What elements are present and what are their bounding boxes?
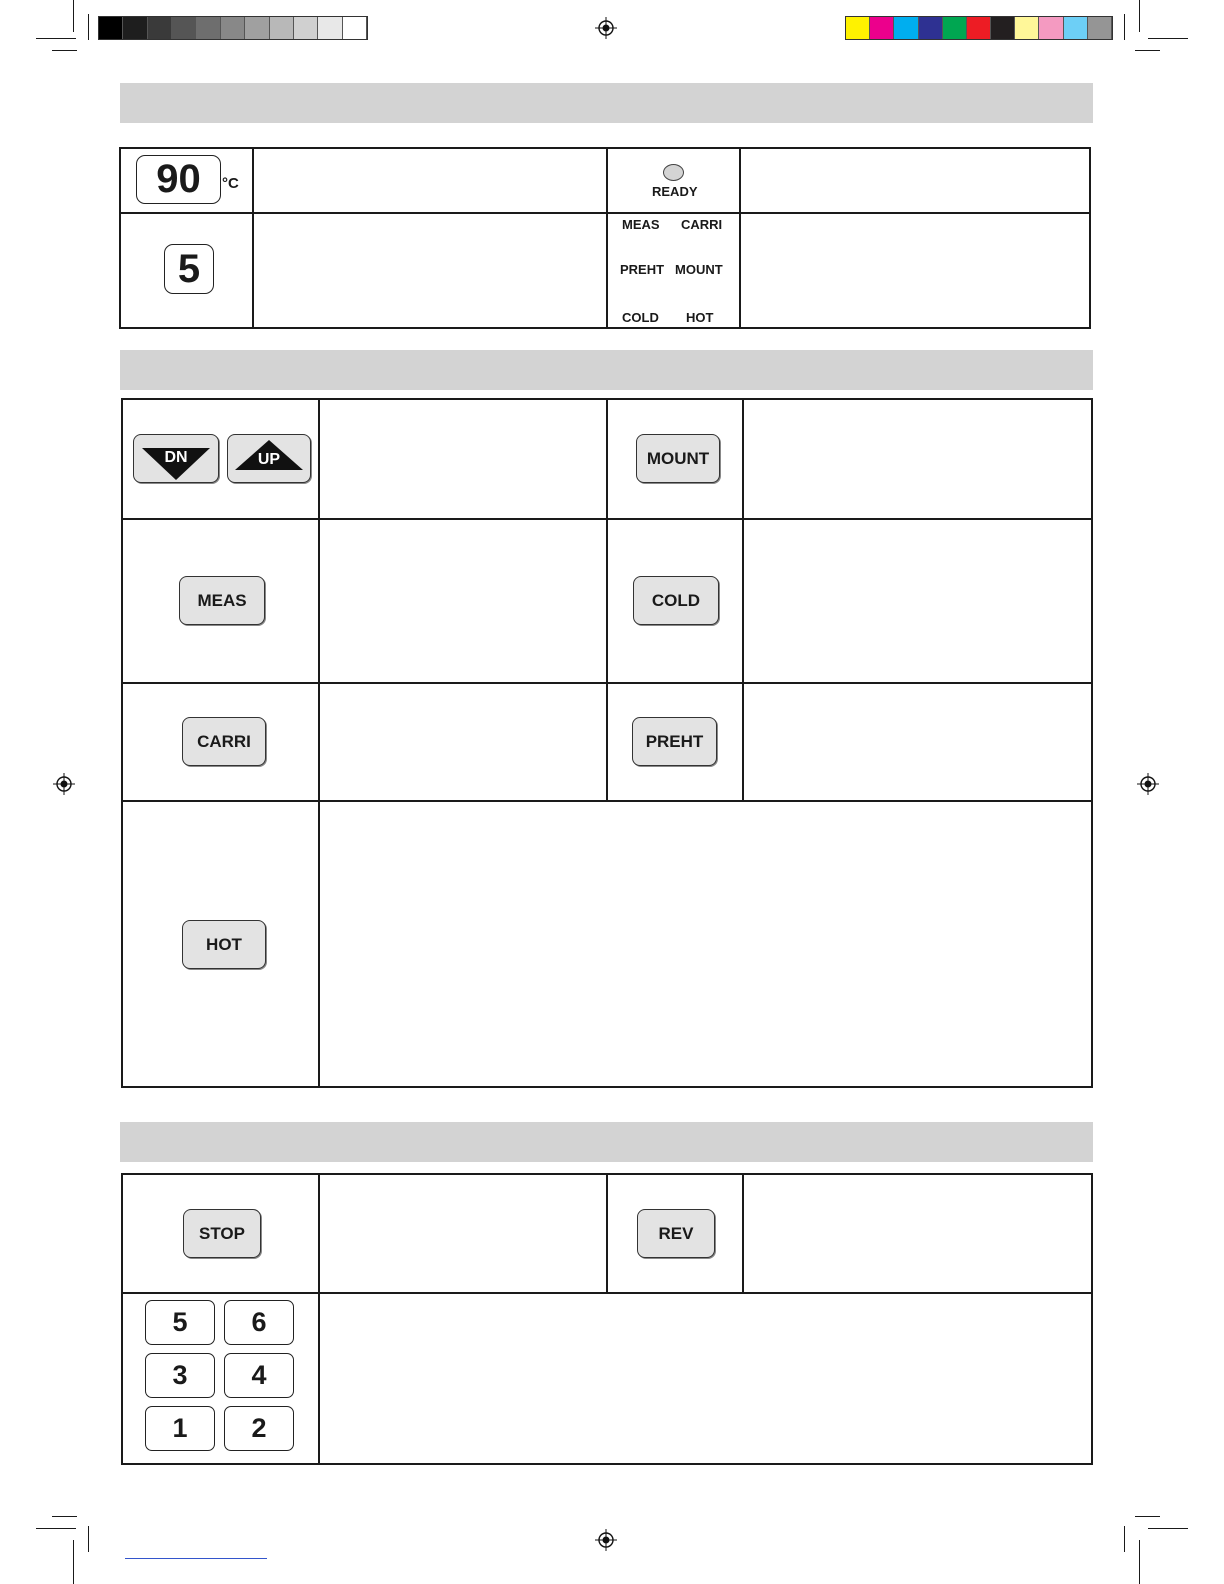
calibration-swatch	[1039, 17, 1063, 39]
up-button[interactable]	[227, 434, 311, 483]
section-bar-display	[120, 83, 1093, 123]
calibration-swatch	[991, 17, 1015, 39]
color-calibration-bar	[845, 16, 1113, 40]
calibration-swatch	[245, 17, 269, 39]
program-display	[164, 244, 214, 294]
calibration-swatch	[221, 17, 245, 39]
keypad-key-3[interactable]: 3	[145, 1353, 215, 1398]
calibration-swatch	[1088, 17, 1112, 39]
dn-label: DN	[164, 448, 188, 466]
registration-mark-icon	[53, 773, 75, 795]
functions-table	[121, 398, 1093, 1088]
preht-button[interactable]: PREHT	[632, 717, 717, 766]
keypad-key-1[interactable]: 1	[145, 1406, 215, 1451]
indicator-mount: MOUNT	[675, 262, 723, 277]
grayscale-calibration-bar	[98, 16, 368, 40]
calibration-swatch	[294, 17, 318, 39]
calibration-swatch	[846, 17, 870, 39]
calibration-swatch	[1015, 17, 1039, 39]
temperature-display	[136, 155, 221, 204]
ready-label: READY	[652, 184, 698, 199]
footer-link-underline	[125, 1558, 267, 1559]
section-bar-functions	[120, 350, 1093, 390]
dn-button[interactable]	[133, 434, 219, 483]
calibration-swatch	[172, 17, 196, 39]
rev-button[interactable]: REV	[637, 1209, 715, 1258]
indicator-preht: PREHT	[620, 262, 665, 277]
calibration-swatch	[343, 17, 367, 39]
calibration-swatch	[870, 17, 894, 39]
calibration-swatch	[919, 17, 943, 39]
calibration-swatch	[943, 17, 967, 39]
hot-button[interactable]: HOT	[182, 920, 266, 969]
calibration-swatch	[318, 17, 342, 39]
calibration-swatch	[196, 17, 220, 39]
calibration-swatch	[148, 17, 172, 39]
temperature-value: 90	[156, 157, 201, 201]
keypad-key-2[interactable]: 2	[224, 1406, 294, 1451]
registration-mark-icon	[595, 17, 617, 39]
indicator-hot: HOT	[686, 310, 714, 325]
calibration-swatch	[894, 17, 918, 39]
carri-button[interactable]: CARRI	[182, 717, 266, 766]
up-label: UP	[257, 450, 281, 468]
stop-button[interactable]: STOP	[183, 1209, 261, 1258]
display-table	[119, 147, 1091, 329]
section-bar-controls	[120, 1122, 1093, 1162]
calibration-swatch	[99, 17, 123, 39]
temperature-unit: °C	[222, 175, 239, 192]
cold-button[interactable]: COLD	[633, 576, 719, 625]
indicator-cold: COLD	[622, 310, 659, 325]
calibration-swatch	[123, 17, 147, 39]
calibration-swatch	[270, 17, 294, 39]
calibration-swatch	[967, 17, 991, 39]
keypad-key-5[interactable]: 5	[145, 1300, 215, 1345]
keypad-key-4[interactable]: 4	[224, 1353, 294, 1398]
led-icon	[663, 164, 684, 181]
registration-mark-icon	[1137, 773, 1159, 795]
program-value: 5	[177, 246, 201, 291]
keypad-key-6[interactable]: 6	[224, 1300, 294, 1345]
meas-button[interactable]: MEAS	[179, 576, 265, 625]
indicator-carri: CARRI	[681, 217, 723, 232]
registration-mark-icon	[595, 1529, 617, 1551]
indicator-meas: MEAS	[622, 217, 660, 232]
calibration-swatch	[1064, 17, 1088, 39]
mount-button[interactable]: MOUNT	[636, 434, 720, 483]
